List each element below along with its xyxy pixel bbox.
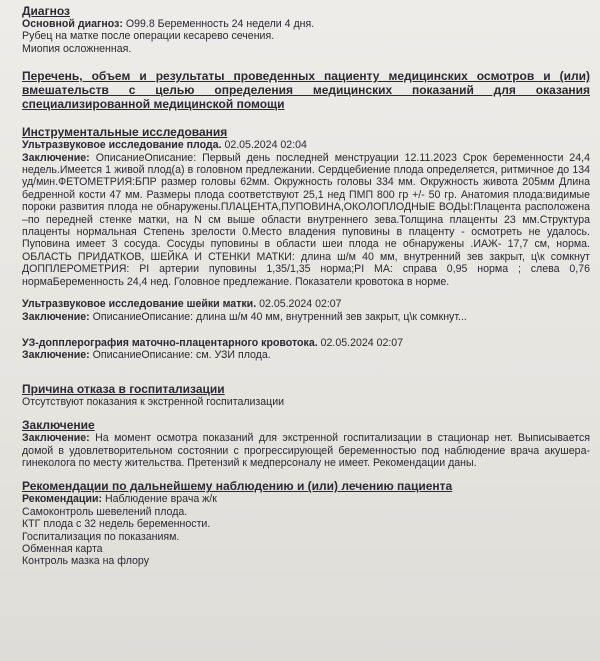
refusal-heading: Причина отказа в госпитализации <box>22 381 225 396</box>
conclusion-label: Заключение: <box>22 432 90 445</box>
recommendations-section <box>22 479 590 567</box>
ultrasound-fetus-date: 02.05.2024 02:04 <box>221 139 307 152</box>
ultrasound-fetus-title-row <box>22 139 590 151</box>
instrumental-heading: Инструментальные исследования <box>22 125 228 140</box>
conclusion-body <box>22 432 590 469</box>
recommendation-item: Самоконтроль шевелений плода. <box>22 505 188 518</box>
ultrasound-cervix-conclusion <box>22 311 590 323</box>
recommendations-first-text: Наблюдение врача ж/к <box>102 493 217 506</box>
refusal-text: Отсутствуют показания к экстренной госпитализации <box>22 395 285 408</box>
doppler-conclusion-label: Заключение: <box>22 349 90 362</box>
ultrasound-cervix-block <box>22 298 590 323</box>
diagnosis-section <box>22 4 590 55</box>
instrumental-section <box>22 125 590 362</box>
doppler-title: УЗ-допплерография маточно-плацентарного кровотока. <box>22 336 318 349</box>
ultrasound-cervix-conclusion-text: ОписаниеОписание: длина ш/м 40 мм, внутренний зев закрыт, ц\к сомкнут... <box>89 310 467 323</box>
ultrasound-fetus-conclusion-label: Заключение: <box>22 151 90 164</box>
ultrasound-cervix-title: Ультразвуковое исследование шейки матки. <box>22 298 257 311</box>
diagnosis-heading: Диагноз <box>22 4 70 18</box>
main-diagnosis-label: Основной диагноз: <box>22 18 123 30</box>
diagnosis-line-2: Рубец на матке после операции кесарево сечения. <box>22 30 275 43</box>
recommendation-item: КТГ плода с 32 недель беременности. <box>22 518 211 531</box>
recommendations-first <box>22 493 590 505</box>
main-diagnosis <box>22 18 590 30</box>
ultrasound-fetus-block <box>22 139 590 288</box>
ultrasound-cervix-title-row <box>22 298 590 310</box>
recommendations-heading: Рекомендации по дальнейшему наблюдению и (или) лечению пациента <box>22 479 453 494</box>
conclusion-text: На момент осмотра показаний для экстренной госпитализации в стационар нет. Выписывается домой в удовлетворительном состоянии с прогрессирующей беременностью под наблюдение врача акушера- гинеколога по месту жительства. Претензий к медперсоналу не имеет. Рекомендации даны. <box>22 432 590 469</box>
recommendation-item: Контроль мазка на флору <box>22 555 150 568</box>
doppler-conclusion <box>22 349 590 361</box>
recommendations-label: Рекомендации: <box>22 493 102 506</box>
main-diagnosis-value: O99.8 Беременность 24 недели 4 дня. <box>122 18 315 30</box>
diagnosis-line-3: Миопия осложненная. <box>22 42 132 55</box>
refusal-section <box>22 382 590 408</box>
doppler-block <box>22 337 590 362</box>
examinations-list-title: Перечень, объем и результаты проведенных пациенту медицинских осмотров и (или) вмешательств с целью определения медицинских показаний для оказания специализированной медицинской помощи <box>22 69 590 112</box>
recommendation-item: Госпитализация по показаниям. <box>22 530 180 543</box>
ultrasound-fetus-conclusion <box>22 152 590 288</box>
conclusion-section <box>22 418 590 469</box>
ultrasound-cervix-conclusion-label: Заключение: <box>22 310 90 323</box>
ultrasound-cervix-date: 02.05.2024 02:07 <box>256 298 342 311</box>
ultrasound-fetus-conclusion-text: ОписаниеОписание: Первый день последней менструации 12.11.2023 Срок беременности 24,4 недель.Имеется 1 живой плод(а) в головном предлежании. Сердцебиение плода определяется, ритмичное до 134 уд/мин.ФЕТОМЕТРИЯ:БПР размер головы 62мм. Окружность головы 334 мм. Окружность живота 205мм Длина бедренной кости 47 мм. Размеры плода соответствуют 25,1 нед ПМП 800 гр +/- 50 гр. Анатомия плода:видимые пороки развития плода не обнаружены.ПЛАЦЕНТА,ПУПОВИНА,ОКОЛОПЛОДНЫЕ ВОДЫ:Плацента расположена –по передней стенке матки, на N см выше области внутреннего зева.Толщина плаценты 23 мм.Структура плаценты нормальная Степень зрелости 0.Место владения пуповины в плаценту - осмотреть не удалось. Пуповина имеет 3 сосуда. Сосуды пуповины в области шеи плода не обнаружены .ИАЖ- 17,7 см, норма. ОБЛАСТЬ ПРИДАТКОВ, ШЕЙКА И СТЕНКИ МАТКИ: длина ш/м 40 мм, внутренний зев закрыт, ц\к сомкнут ДОППЛЕРОМЕТРИЯ: PI артерии пуповины 1,35/1,35 норма;PI MA: справа 0,95 норма ; слева 0,76 нормаБеременность 24,4 нед. Головное предлежание. Показатели кровотока в норме. <box>22 151 590 288</box>
conclusion-heading: Заключение <box>22 418 95 433</box>
doppler-conclusion-text: ОписаниеОписание: см. УЗИ плода. <box>89 349 271 362</box>
ultrasound-fetus-title: Ультразвуковое исследование плода. <box>22 139 222 152</box>
recommendation-item: Обменная карта <box>22 542 103 555</box>
doppler-date: 02.05.2024 02:07 <box>317 336 404 349</box>
doppler-title-row <box>22 337 590 349</box>
